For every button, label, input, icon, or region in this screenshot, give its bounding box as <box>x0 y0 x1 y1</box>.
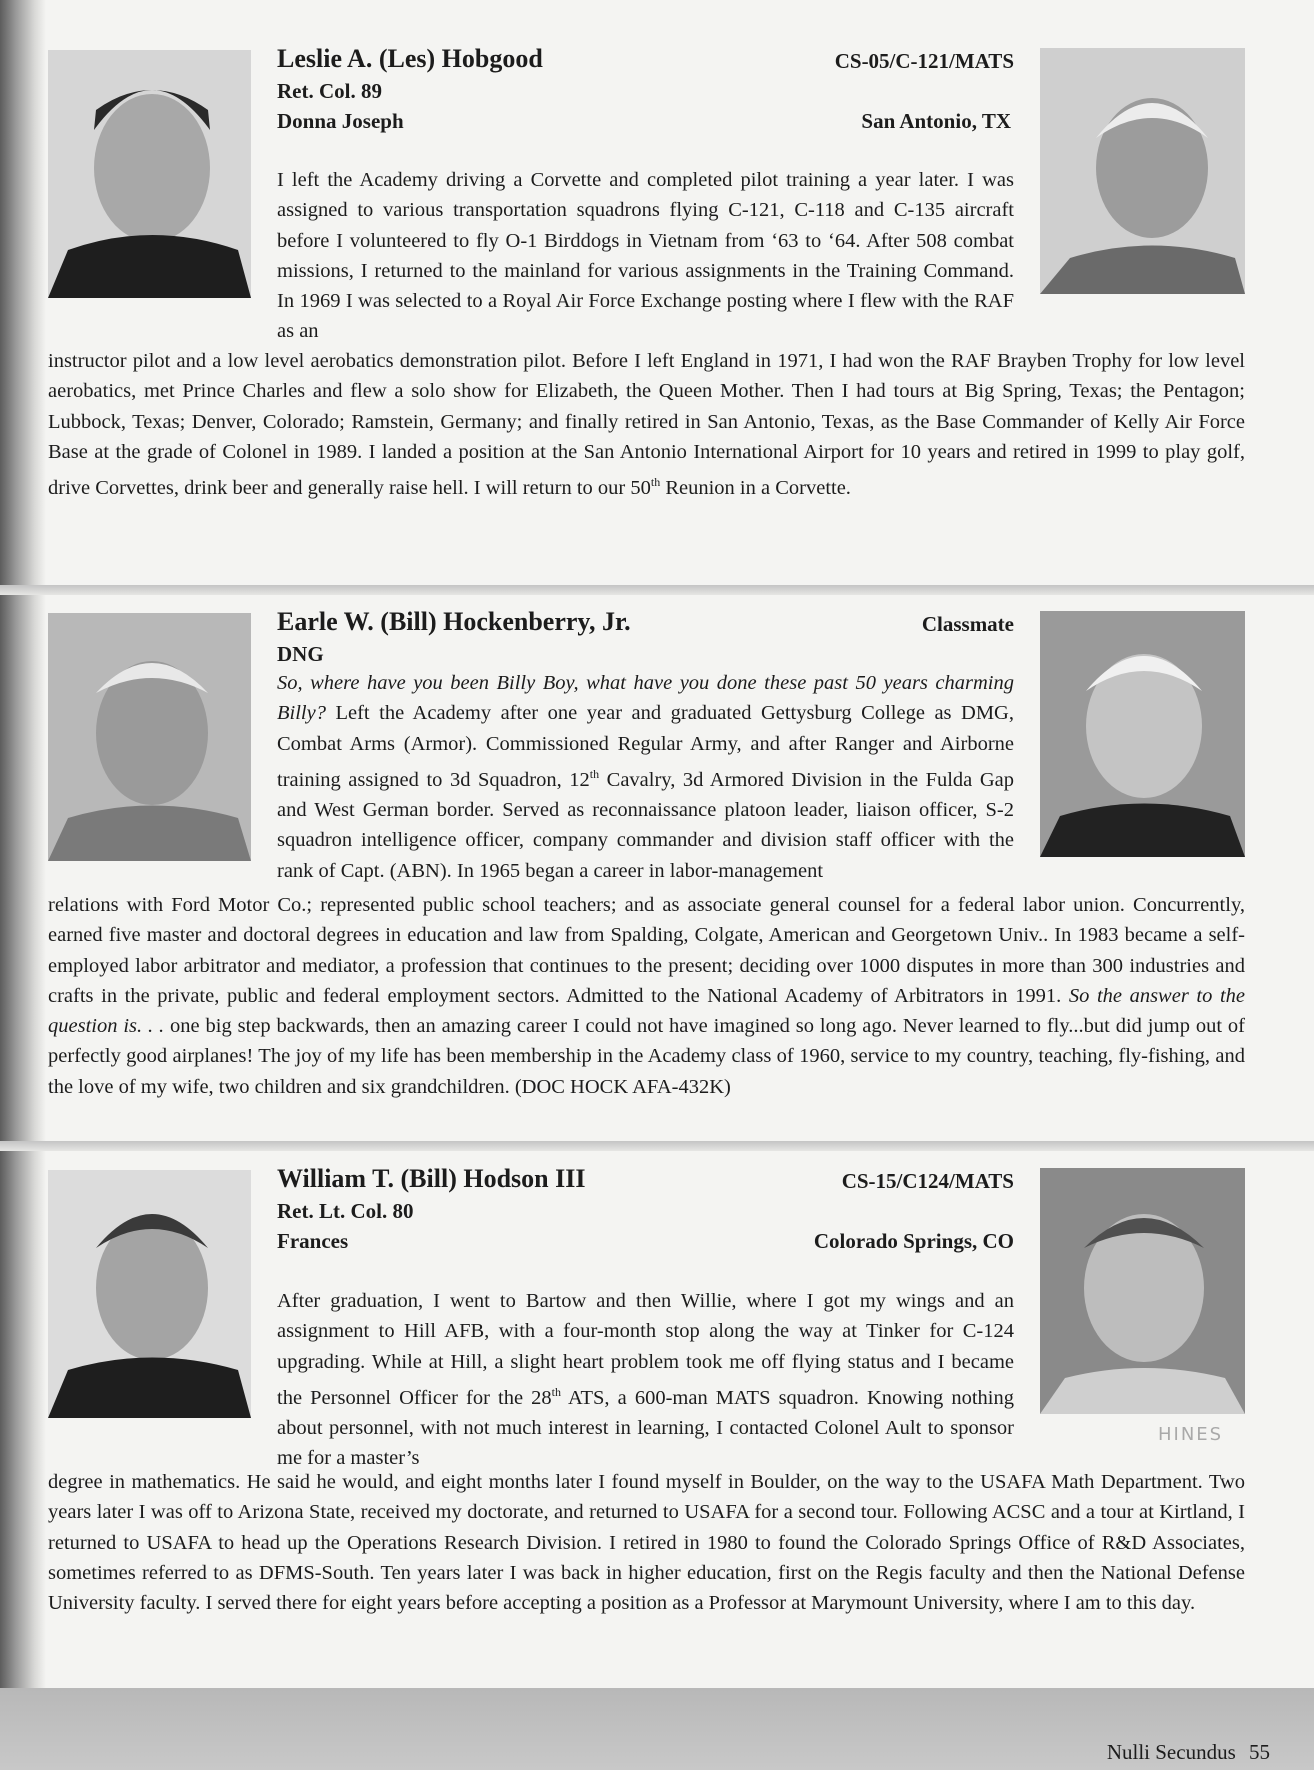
entry-spouse: Donna Joseph <box>277 109 404 133</box>
entry-rank: Ret. Lt. Col. 80 <box>277 1199 414 1223</box>
cadet-photo-hockenberry <box>48 613 251 861</box>
bio-full-a: instructor pilot and a low level aerobatics demonstration pilot. Before I left England in 1971, I had won the RAF Brayben Trophy for low level aerobatics, met Prince Charles and flew a solo show for Elizabeth, the Queen Mother. Then I had tours at Big Spring, Texas; the Pentagon; Lubbock, Texas; Denver, Colorado; Ramstein, Germany; and finally retired in San Antonio, Texas, as the Base Commander of Kelly Air Force Base at the grade of Colonel in 1989. I landed a position at the San Antonio International Airport for 10 years and retired in 1999 to play golf, drive Corvettes, drink beer and generally raise hell. I will return to our 50 <box>48 350 1245 500</box>
bio-full-text <box>48 890 1245 1102</box>
binding-gutter <box>0 0 46 1770</box>
bio-italic-mid: So the answer to the question is. . . <box>48 984 1245 1038</box>
entry-location: Colorado Springs, CO <box>813 1229 1014 1253</box>
entry-name: Earle W. (Bill) Hockenberry, Jr. <box>277 607 631 636</box>
bio-full-end: Reunion in a Corvette. <box>660 477 851 500</box>
section-divider <box>0 585 1314 595</box>
page-footer <box>1107 1740 1270 1765</box>
bio-full-b: one big step backwards, then an amazing career I could not have imagined so long ago. Never learned to fly...but did jump out of perfectly good airplanes! The joy of my life has been membership in the Academy class of 1960, service to my country, teaching, fly-fishing, and the love of my wife, two children and six grandchildren. (DOC HOCK AFA-432K) <box>48 1015 1245 1098</box>
entry-assignment: CS-15/C124/MATS <box>841 1169 1014 1193</box>
entry-name: William T. (Bill) Hodson III <box>277 1164 586 1193</box>
entry-rank: Ret. Col. 89 <box>277 79 382 103</box>
entry-assignment: CS-05/C-121/MATS <box>834 49 1014 73</box>
entry-location: San Antonio, TX <box>861 109 1011 133</box>
bio-wrapped-b: ATS, a 600-man MATS squadron. Knowing nothing about personnel, with not much interest in learning, I contacted Colonel Ault to sponsor me for a master’s <box>277 1386 1014 1470</box>
book-title: Nulli Secundus <box>1106 1740 1236 1764</box>
bio-full-text: degree in mathematics. He said he would, and eight months later I found myself in Boulder, on the way to the USAFA Math Department. Two years later I was off to Arizona State, received my doctorate, and returned to USAFA for a second tour. Following ACSC and a tour at Kirtland, I returned to USAFA to head up the Operations Research Division. I retired in 1980 to found the Colorado Springs Office of R&D Associates, sometimes referred to as DFMS-South. Ten years later I was back in higher education, first on the Regis faculty and then the National Defense University faculty. I served there for eight years before accepting a position as a Professor at Marymount University, where I am to this day. <box>48 1471 1245 1615</box>
entry-bio-wrapped <box>277 668 1014 886</box>
current-photo-hockenberry <box>1040 611 1245 857</box>
entry-bio-wrapped <box>277 165 1014 347</box>
bio-full-a: relations with Ford Motor Co.; represented public school teachers; and as associate general counsel for a federal labor union. Concurrently, earned five master and doctoral degrees in education and law from Spalding, Colgate, American and Georgetown Univ.. In 1983 became a self-employed labor arbitrator and mediator, a profession that continues to the present; deciding over 1000 disputes in more than 300 industries and crafts in the private, public and federal employment sectors. Admitted to the National Academy of Arbitrators in 1991. <box>48 894 1245 1007</box>
section-divider <box>0 1141 1314 1151</box>
entry-bio-wrapped <box>277 1286 1014 1474</box>
handwritten-note: HINES <box>1158 1424 1224 1445</box>
entry-bio-full <box>48 890 1245 1102</box>
entry-bio-full <box>48 1467 1245 1618</box>
current-photo-hobgood <box>1040 48 1245 294</box>
bio-wrapped-text <box>277 668 1014 886</box>
bio-wrapped-text: I left the Academy driving a Corvette and completed pilot training a year later. I was assigned to various transportation squadrons flying C-121, C-118 and C-135 aircraft before I volunteered to fly O-1 Birddogs in Vietnam from ‘63 to ‘64. After 508 combat missions, I returned to the mainland for various assignments in the Training Command. In 1969 I was selected to a Royal Air Force Exchange posting where I flew with the RAF as an <box>277 169 1014 343</box>
bio-superscript: th <box>650 475 661 490</box>
page-number: 55 <box>1249 1740 1270 1764</box>
bio-superscript: th <box>589 766 600 781</box>
bio-italic-intro: So, where have you been Billy Boy, what have you done these past 50 years charming Billy? <box>277 672 1014 725</box>
bio-superscript: th <box>551 1384 561 1399</box>
cadet-photo-hodson <box>48 1170 251 1418</box>
bio-wrapped-a: Left the Academy after one year and graduated Gettysburg College as DMG, Combat Arms (Armor). Commissioned Regular Army, and after Ranger and Airborne training assigned to 3d Squadron, 12 <box>277 702 1014 791</box>
entry-assignment: Classmate <box>921 612 1014 636</box>
bio-wrapped-a: After graduation, I went to Bartow and then Willie, where I got my wings and an assignment to Hill AFB, with a four-month stop along the way at Tinker for C-124 upgrading. While at Hill, a slight heart problem took me off flying status and I became the Personnel Officer for the 28 <box>277 1290 1014 1409</box>
cadet-photo-hobgood <box>48 50 251 298</box>
entry-rank: DNG <box>277 642 324 666</box>
bio-wrapped-text <box>277 1286 1014 1474</box>
entry-name: Leslie A. (Les) Hobgood <box>277 44 543 73</box>
entry-spouse: Frances <box>277 1229 349 1253</box>
entry-bio-full <box>48 346 1245 503</box>
bio-full-text <box>48 346 1245 503</box>
bio-wrapped-b: Cavalry, 3d Armored Division in the Fulda Gap and West German border. Served as reconnaissance platoon leader, liaison officer, S-2 squadron intelligence officer, company commander and division staff officer with the rank of Capt. (ABN). In 1965 began a career in labor-management <box>277 768 1014 882</box>
current-photo-hodson <box>1040 1168 1245 1414</box>
